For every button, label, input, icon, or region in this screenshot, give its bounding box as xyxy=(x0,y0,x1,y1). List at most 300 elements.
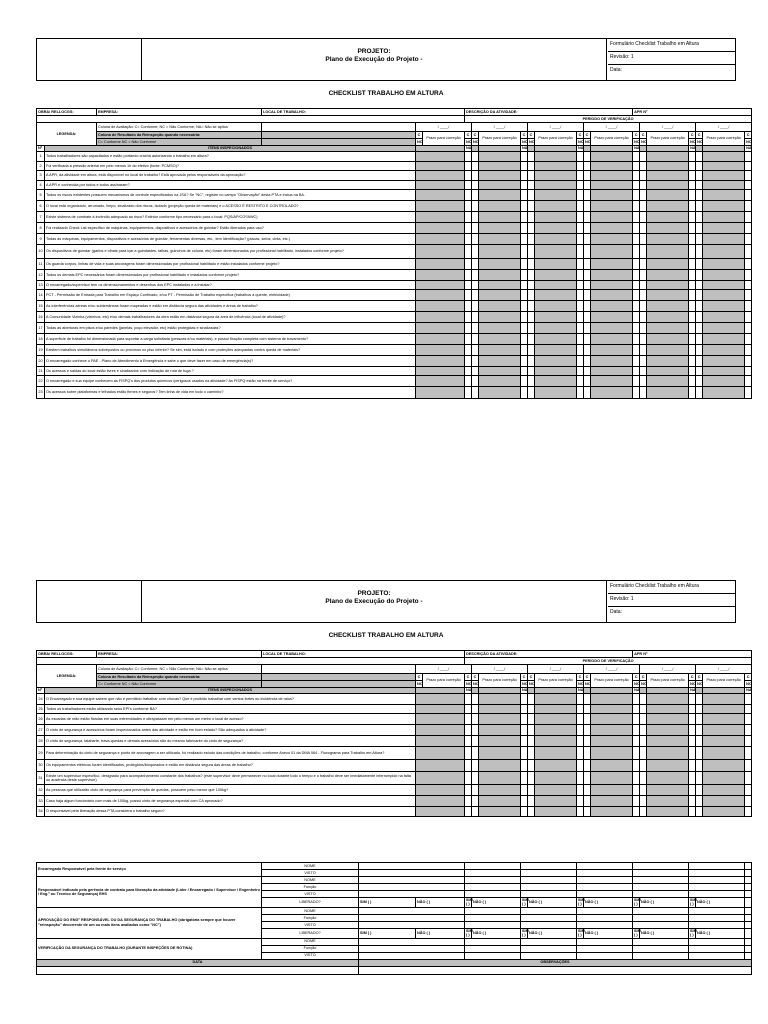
eval-cell[interactable] xyxy=(577,223,584,234)
eval-cell[interactable] xyxy=(465,201,472,212)
deadline-cell[interactable] xyxy=(528,281,535,290)
sim-option[interactable]: SIM ( ) xyxy=(466,928,473,938)
eval-cell[interactable] xyxy=(521,290,528,301)
deadline-cell[interactable] xyxy=(472,259,479,270)
deadline-cell[interactable] xyxy=(696,387,703,399)
sim-option[interactable]: SIM ( ) xyxy=(578,898,585,907)
deadline-cell[interactable] xyxy=(640,234,647,245)
deadline-cell[interactable] xyxy=(472,290,479,301)
eval-cell[interactable] xyxy=(689,725,696,736)
deadline-cell[interactable] xyxy=(584,190,591,201)
deadline-cell[interactable] xyxy=(640,387,647,399)
deadline-cell[interactable] xyxy=(696,785,703,796)
deadline-cell[interactable] xyxy=(696,356,703,367)
signoff-input[interactable] xyxy=(521,877,577,884)
signoff-input[interactable] xyxy=(521,907,577,914)
deadline-cell[interactable] xyxy=(472,212,479,223)
deadline-cell[interactable] xyxy=(472,334,479,345)
signoff-input[interactable] xyxy=(577,884,633,891)
eval-cell[interactable] xyxy=(521,152,528,162)
eval-cell[interactable] xyxy=(745,747,752,760)
deadline-cell[interactable] xyxy=(640,367,647,376)
eval-cell[interactable] xyxy=(465,171,472,181)
eval-cell[interactable] xyxy=(465,714,472,725)
eval-cell[interactable] xyxy=(465,694,472,705)
deadline-cell[interactable] xyxy=(584,171,591,181)
deadline-cell[interactable] xyxy=(528,234,535,245)
signoff-input[interactable] xyxy=(577,921,633,928)
signoff-input[interactable] xyxy=(359,863,465,870)
eval-cell[interactable] xyxy=(521,201,528,212)
eval-cell[interactable] xyxy=(633,387,640,399)
eval-cell[interactable] xyxy=(689,736,696,747)
signoff-input[interactable] xyxy=(521,863,577,870)
deadline-cell[interactable] xyxy=(472,376,479,387)
eval-cell[interactable] xyxy=(521,705,528,714)
signoff-input[interactable] xyxy=(577,891,633,898)
signoff-input[interactable] xyxy=(465,921,521,928)
nao-option[interactable]: NÃO ( ) xyxy=(528,898,577,908)
signoff-input[interactable] xyxy=(465,877,521,884)
deadline-cell[interactable] xyxy=(584,290,591,301)
eval-cell[interactable] xyxy=(745,807,752,817)
eval-cell[interactable] xyxy=(633,270,640,281)
eval-cell[interactable] xyxy=(465,223,472,234)
signoff-input[interactable] xyxy=(521,891,577,898)
deadline-cell[interactable] xyxy=(472,807,479,817)
deadline-cell[interactable] xyxy=(528,270,535,281)
eval-cell[interactable] xyxy=(521,694,528,705)
eval-cell[interactable] xyxy=(577,181,584,190)
signoff-input[interactable] xyxy=(689,907,745,914)
eval-cell[interactable] xyxy=(745,714,752,725)
eval-cell[interactable] xyxy=(745,356,752,367)
deadline-cell[interactable] xyxy=(640,152,647,162)
eval-cell[interactable] xyxy=(577,152,584,162)
period-date[interactable]: / ____/ xyxy=(528,665,584,674)
eval-cell[interactable] xyxy=(521,345,528,356)
eval-cell[interactable] xyxy=(521,387,528,399)
deadline-cell[interactable] xyxy=(584,345,591,356)
sim-option[interactable]: SIM ( ) xyxy=(690,898,697,907)
deadline-cell[interactable] xyxy=(696,290,703,301)
deadline-cell[interactable] xyxy=(584,334,591,345)
eval-cell[interactable] xyxy=(577,334,584,345)
eval-cell[interactable] xyxy=(465,190,472,201)
deadline-cell[interactable] xyxy=(472,312,479,323)
deadline-cell[interactable] xyxy=(640,356,647,367)
deadline-cell[interactable] xyxy=(472,725,479,736)
eval-cell[interactable] xyxy=(633,312,640,323)
eval-cell[interactable] xyxy=(745,152,752,162)
deadline-cell[interactable] xyxy=(640,301,647,312)
deadline-cell[interactable] xyxy=(696,367,703,376)
nao-option[interactable]: NÃO ( ) xyxy=(416,928,465,938)
signoff-input[interactable] xyxy=(359,945,465,952)
eval-cell[interactable] xyxy=(689,270,696,281)
signoff-input[interactable] xyxy=(359,907,465,914)
deadline-cell[interactable] xyxy=(528,356,535,367)
deadline-cell[interactable] xyxy=(640,345,647,356)
eval-cell[interactable] xyxy=(465,312,472,323)
sim-option[interactable]: SIM ( ) xyxy=(359,898,416,908)
deadline-cell[interactable] xyxy=(528,705,535,714)
deadline-cell[interactable] xyxy=(528,367,535,376)
eval-cell[interactable] xyxy=(745,270,752,281)
signoff-input[interactable] xyxy=(359,884,465,891)
signoff-input[interactable] xyxy=(577,877,633,884)
eval-cell[interactable] xyxy=(633,301,640,312)
deadline-cell[interactable] xyxy=(640,694,647,705)
signoff-input[interactable] xyxy=(577,938,633,945)
deadline-cell[interactable] xyxy=(528,334,535,345)
deadline-cell[interactable] xyxy=(696,694,703,705)
eval-cell[interactable] xyxy=(633,807,640,817)
deadline-cell[interactable] xyxy=(528,201,535,212)
eval-cell[interactable] xyxy=(745,171,752,181)
deadline-cell[interactable] xyxy=(584,747,591,760)
deadline-cell[interactable] xyxy=(528,345,535,356)
deadline-cell[interactable] xyxy=(584,376,591,387)
deadline-cell[interactable] xyxy=(640,201,647,212)
deadline-cell[interactable] xyxy=(640,796,647,807)
sim-option[interactable]: SIM ( ) xyxy=(359,928,416,938)
deadline-cell[interactable] xyxy=(640,190,647,201)
deadline-cell[interactable] xyxy=(472,270,479,281)
eval-cell[interactable] xyxy=(577,705,584,714)
signoff-input[interactable] xyxy=(577,945,633,952)
deadline-cell[interactable] xyxy=(472,694,479,705)
eval-cell[interactable] xyxy=(745,212,752,223)
eval-cell[interactable] xyxy=(689,772,696,785)
deadline-cell[interactable] xyxy=(472,345,479,356)
nao-option[interactable]: NÃO ( ) xyxy=(528,928,577,938)
deadline-cell[interactable] xyxy=(472,796,479,807)
deadline-cell[interactable] xyxy=(584,259,591,270)
eval-cell[interactable] xyxy=(465,301,472,312)
nao-option[interactable]: NÃO ( ) xyxy=(416,898,465,908)
eval-cell[interactable] xyxy=(465,387,472,399)
signoff-input[interactable] xyxy=(359,921,465,928)
eval-cell[interactable] xyxy=(633,259,640,270)
nao-option[interactable]: NÃO ( ) xyxy=(472,928,521,938)
eval-cell[interactable] xyxy=(577,190,584,201)
eval-cell[interactable] xyxy=(465,290,472,301)
signoff-input[interactable] xyxy=(689,863,745,870)
eval-cell[interactable] xyxy=(521,181,528,190)
eval-cell[interactable] xyxy=(521,334,528,345)
eval-cell[interactable] xyxy=(633,290,640,301)
eval-cell[interactable] xyxy=(465,181,472,190)
eval-cell[interactable] xyxy=(633,323,640,334)
deadline-cell[interactable] xyxy=(696,162,703,171)
eval-cell[interactable] xyxy=(521,807,528,817)
eval-cell[interactable] xyxy=(465,152,472,162)
eval-cell[interactable] xyxy=(633,694,640,705)
eval-cell[interactable] xyxy=(521,259,528,270)
signoff-input[interactable] xyxy=(689,877,745,884)
eval-cell[interactable] xyxy=(689,223,696,234)
deadline-cell[interactable] xyxy=(640,212,647,223)
deadline-cell[interactable] xyxy=(528,736,535,747)
eval-cell[interactable] xyxy=(745,772,752,785)
eval-cell[interactable] xyxy=(465,162,472,171)
period-date[interactable]: / ____/ xyxy=(472,665,528,674)
deadline-cell[interactable] xyxy=(696,796,703,807)
deadline-cell[interactable] xyxy=(472,245,479,259)
deadline-cell[interactable] xyxy=(640,714,647,725)
deadline-cell[interactable] xyxy=(472,736,479,747)
period-date[interactable]: / ____/ xyxy=(640,665,696,674)
signoff-input[interactable] xyxy=(633,938,689,945)
deadline-cell[interactable] xyxy=(528,223,535,234)
eval-cell[interactable] xyxy=(633,736,640,747)
deadline-cell[interactable] xyxy=(696,281,703,290)
signoff-input[interactable] xyxy=(465,952,521,959)
eval-cell[interactable] xyxy=(577,736,584,747)
nao-option[interactable]: NÃO ( ) xyxy=(640,898,689,908)
deadline-cell[interactable] xyxy=(640,807,647,817)
signoff-input[interactable] xyxy=(577,907,633,914)
eval-cell[interactable] xyxy=(577,270,584,281)
eval-cell[interactable] xyxy=(745,245,752,259)
signoff-input[interactable] xyxy=(577,870,633,877)
eval-cell[interactable] xyxy=(633,785,640,796)
deadline-cell[interactable] xyxy=(696,171,703,181)
deadline-cell[interactable] xyxy=(472,323,479,334)
eval-cell[interactable] xyxy=(745,705,752,714)
deadline-cell[interactable] xyxy=(528,162,535,171)
eval-cell[interactable] xyxy=(633,281,640,290)
signoff-input[interactable] xyxy=(633,863,689,870)
eval-cell[interactable] xyxy=(465,281,472,290)
signoff-input[interactable] xyxy=(521,945,577,952)
deadline-cell[interactable] xyxy=(472,760,479,772)
deadline-cell[interactable] xyxy=(696,345,703,356)
eval-cell[interactable] xyxy=(521,356,528,367)
deadline-cell[interactable] xyxy=(584,201,591,212)
eval-cell[interactable] xyxy=(465,234,472,245)
signoff-input[interactable] xyxy=(577,952,633,959)
deadline-cell[interactable] xyxy=(584,785,591,796)
deadline-cell[interactable] xyxy=(472,181,479,190)
deadline-cell[interactable] xyxy=(472,714,479,725)
deadline-cell[interactable] xyxy=(696,270,703,281)
eval-cell[interactable] xyxy=(745,376,752,387)
eval-cell[interactable] xyxy=(633,725,640,736)
deadline-cell[interactable] xyxy=(472,281,479,290)
deadline-cell[interactable] xyxy=(472,162,479,171)
sim-option[interactable]: SIM ( ) xyxy=(690,928,697,938)
eval-cell[interactable] xyxy=(633,162,640,171)
eval-cell[interactable] xyxy=(521,725,528,736)
deadline-cell[interactable] xyxy=(696,301,703,312)
eval-cell[interactable] xyxy=(745,334,752,345)
deadline-cell[interactable] xyxy=(584,694,591,705)
deadline-cell[interactable] xyxy=(640,334,647,345)
signoff-input[interactable] xyxy=(689,938,745,945)
eval-cell[interactable] xyxy=(633,705,640,714)
sim-option[interactable]: SIM ( ) xyxy=(522,898,529,907)
signoff-input[interactable] xyxy=(359,870,465,877)
eval-cell[interactable] xyxy=(633,171,640,181)
signoff-input[interactable] xyxy=(689,870,745,877)
eval-cell[interactable] xyxy=(689,323,696,334)
eval-cell[interactable] xyxy=(577,245,584,259)
eval-cell[interactable] xyxy=(521,323,528,334)
eval-cell[interactable] xyxy=(633,152,640,162)
deadline-cell[interactable] xyxy=(528,190,535,201)
eval-cell[interactable] xyxy=(633,376,640,387)
signoff-input[interactable] xyxy=(521,952,577,959)
deadline-cell[interactable] xyxy=(528,245,535,259)
sim-option[interactable]: SIM ( ) xyxy=(634,928,641,938)
eval-cell[interactable] xyxy=(689,301,696,312)
eval-cell[interactable] xyxy=(465,725,472,736)
eval-cell[interactable] xyxy=(521,190,528,201)
eval-cell[interactable] xyxy=(745,736,752,747)
eval-cell[interactable] xyxy=(745,345,752,356)
deadline-cell[interactable] xyxy=(584,796,591,807)
eval-cell[interactable] xyxy=(689,212,696,223)
eval-cell[interactable] xyxy=(465,785,472,796)
eval-cell[interactable] xyxy=(577,323,584,334)
signoff-input[interactable] xyxy=(359,877,465,884)
eval-cell[interactable] xyxy=(465,367,472,376)
eval-cell[interactable] xyxy=(465,760,472,772)
signoff-input[interactable] xyxy=(359,938,465,945)
sim-option[interactable]: SIM ( ) xyxy=(634,898,641,907)
deadline-cell[interactable] xyxy=(472,152,479,162)
sim-option[interactable]: SIM ( ) xyxy=(522,928,529,938)
deadline-cell[interactable] xyxy=(472,234,479,245)
deadline-cell[interactable] xyxy=(696,245,703,259)
eval-cell[interactable] xyxy=(577,772,584,785)
eval-cell[interactable] xyxy=(689,162,696,171)
signoff-input[interactable] xyxy=(359,891,465,898)
deadline-cell[interactable] xyxy=(584,714,591,725)
deadline-cell[interactable] xyxy=(696,772,703,785)
deadline-cell[interactable] xyxy=(584,705,591,714)
eval-cell[interactable] xyxy=(465,259,472,270)
signoff-input[interactable] xyxy=(633,891,689,898)
eval-cell[interactable] xyxy=(521,796,528,807)
deadline-cell[interactable] xyxy=(584,301,591,312)
eval-cell[interactable] xyxy=(521,281,528,290)
eval-cell[interactable] xyxy=(745,234,752,245)
deadline-cell[interactable] xyxy=(472,785,479,796)
deadline-cell[interactable] xyxy=(528,290,535,301)
eval-cell[interactable] xyxy=(577,171,584,181)
deadline-cell[interactable] xyxy=(696,259,703,270)
deadline-cell[interactable] xyxy=(472,705,479,714)
signoff-input[interactable] xyxy=(465,938,521,945)
deadline-cell[interactable] xyxy=(584,212,591,223)
nao-option[interactable]: NÃO ( ) xyxy=(696,898,745,908)
deadline-cell[interactable] xyxy=(528,312,535,323)
eval-cell[interactable] xyxy=(521,245,528,259)
deadline-cell[interactable] xyxy=(696,725,703,736)
deadline-cell[interactable] xyxy=(640,725,647,736)
signoff-input[interactable] xyxy=(689,952,745,959)
eval-cell[interactable] xyxy=(465,807,472,817)
eval-cell[interactable] xyxy=(633,223,640,234)
eval-cell[interactable] xyxy=(689,190,696,201)
deadline-cell[interactable] xyxy=(528,694,535,705)
eval-cell[interactable] xyxy=(577,201,584,212)
deadline-cell[interactable] xyxy=(640,705,647,714)
deadline-cell[interactable] xyxy=(696,334,703,345)
eval-cell[interactable] xyxy=(745,367,752,376)
eval-cell[interactable] xyxy=(465,245,472,259)
signoff-input[interactable] xyxy=(521,921,577,928)
signoff-input[interactable] xyxy=(689,945,745,952)
deadline-cell[interactable] xyxy=(528,760,535,772)
signoff-input[interactable] xyxy=(521,870,577,877)
deadline-cell[interactable] xyxy=(696,312,703,323)
deadline-cell[interactable] xyxy=(640,772,647,785)
period-date[interactable]: / ____/ xyxy=(416,665,472,674)
eval-cell[interactable] xyxy=(689,152,696,162)
deadline-cell[interactable] xyxy=(528,171,535,181)
eval-cell[interactable] xyxy=(689,785,696,796)
eval-cell[interactable] xyxy=(521,212,528,223)
deadline-cell[interactable] xyxy=(640,171,647,181)
signoff-input[interactable] xyxy=(633,907,689,914)
deadline-cell[interactable] xyxy=(528,714,535,725)
signoff-input[interactable] xyxy=(465,907,521,914)
eval-cell[interactable] xyxy=(633,760,640,772)
deadline-cell[interactable] xyxy=(528,796,535,807)
deadline-cell[interactable] xyxy=(640,281,647,290)
deadline-cell[interactable] xyxy=(696,181,703,190)
period-date[interactable]: / ____/ xyxy=(528,123,584,132)
sim-option[interactable]: SIM ( ) xyxy=(578,928,585,938)
deadline-cell[interactable] xyxy=(584,281,591,290)
eval-cell[interactable] xyxy=(521,376,528,387)
eval-cell[interactable] xyxy=(689,234,696,245)
eval-cell[interactable] xyxy=(521,234,528,245)
deadline-cell[interactable] xyxy=(528,301,535,312)
eval-cell[interactable] xyxy=(745,725,752,736)
deadline-cell[interactable] xyxy=(640,312,647,323)
nao-option[interactable]: NÃO ( ) xyxy=(696,928,745,938)
deadline-cell[interactable] xyxy=(640,181,647,190)
signoff-input[interactable] xyxy=(521,938,577,945)
eval-cell[interactable] xyxy=(577,367,584,376)
deadline-cell[interactable] xyxy=(696,212,703,223)
deadline-cell[interactable] xyxy=(584,312,591,323)
eval-cell[interactable] xyxy=(577,796,584,807)
eval-cell[interactable] xyxy=(633,345,640,356)
deadline-cell[interactable] xyxy=(472,367,479,376)
eval-cell[interactable] xyxy=(689,387,696,399)
deadline-cell[interactable] xyxy=(640,223,647,234)
deadline-cell[interactable] xyxy=(584,181,591,190)
deadline-cell[interactable] xyxy=(472,772,479,785)
eval-cell[interactable] xyxy=(521,171,528,181)
eval-cell[interactable] xyxy=(577,234,584,245)
eval-cell[interactable] xyxy=(577,387,584,399)
eval-cell[interactable] xyxy=(577,212,584,223)
eval-cell[interactable] xyxy=(745,281,752,290)
eval-cell[interactable] xyxy=(633,334,640,345)
deadline-cell[interactable] xyxy=(584,162,591,171)
eval-cell[interactable] xyxy=(745,259,752,270)
eval-cell[interactable] xyxy=(745,301,752,312)
period-date[interactable]: / ____/ xyxy=(472,123,528,132)
period-date[interactable]: / ____/ xyxy=(416,123,472,132)
